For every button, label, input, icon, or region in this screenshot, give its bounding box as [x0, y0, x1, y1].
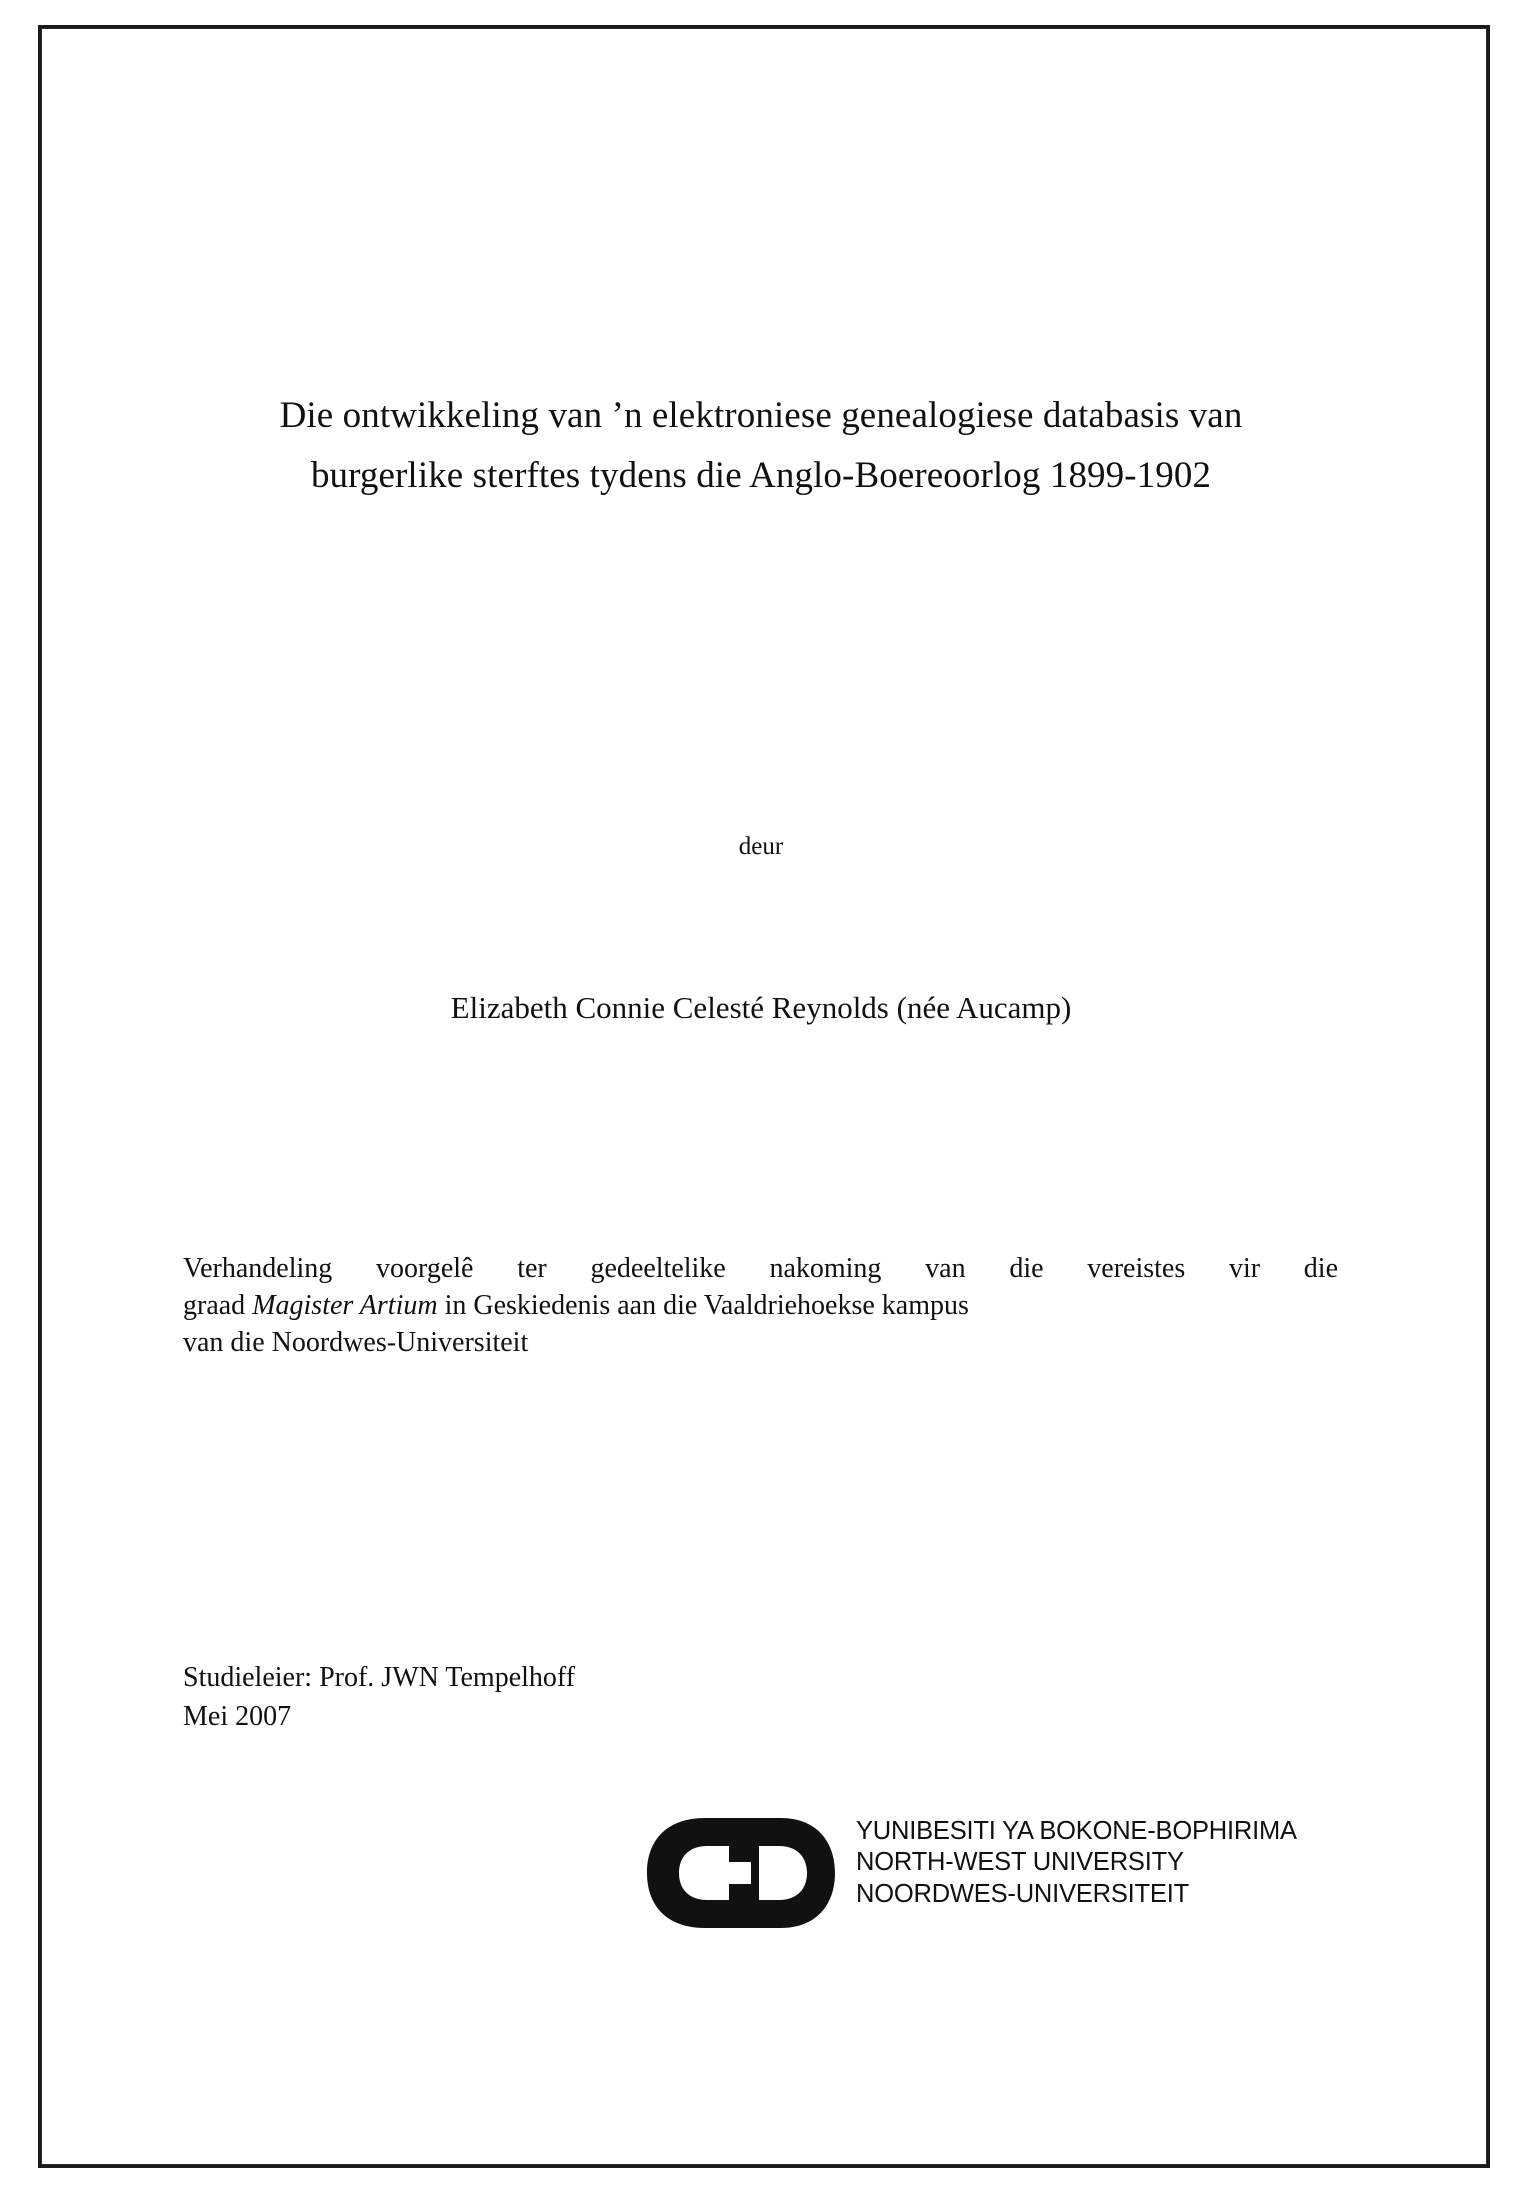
degree-name-italic: Magister Artium	[252, 1290, 438, 1322]
date-line: Mei 2007	[183, 1701, 292, 1733]
title-page-content	[181, 28, 1341, 2165]
supervisor-line: Studieleier: Prof. JWN Tempelhoff	[183, 1662, 576, 1693]
nwu-logo-icon	[641, 1814, 841, 1932]
logo-text-line-1: YUNIBESITI YA BOKONE-BOPHIRIMA	[856, 1817, 1297, 1845]
degree-statement-line-1: Verhandeling voorgelê ter gedeeltelike nakoming van die vereistes vir die	[183, 1253, 1338, 1284]
degree-statement-line-2-suffix: in Geskiedenis aan die Vaaldriehoekse kampus	[437, 1290, 969, 1322]
by-label: deur	[738, 833, 784, 860]
degree-statement	[183, 1250, 1338, 1362]
logo-text-line-2: NORTH-WEST UNIVERSITY	[856, 1848, 1184, 1877]
university-logo	[481, 1808, 1297, 1943]
logo-text-line-3: NOORDWES-UNIVERSITEIT	[856, 1879, 1189, 1908]
supervisor-and-date	[183, 1658, 1083, 1736]
degree-statement-line-2	[183, 1287, 1338, 1324]
university-logo-text	[856, 1816, 1297, 1910]
author-name: Elizabeth Connie Celesté Reynolds (née Aucamp)	[450, 990, 1072, 1025]
thesis-title-line-1: Die ontwikkeling van ’n elektroniese genealogiese databasis van	[279, 395, 1243, 436]
thesis-title	[181, 386, 1341, 506]
degree-statement-line-3: van die Noordwes-Universiteit	[183, 1327, 529, 1359]
degree-statement-line-2-prefix: graad	[183, 1290, 253, 1322]
page-border-frame	[38, 25, 1490, 2168]
thesis-title-line-2: burgerlike sterftes tydens die Anglo-Boereoorlog 1899-1902	[310, 454, 1212, 496]
